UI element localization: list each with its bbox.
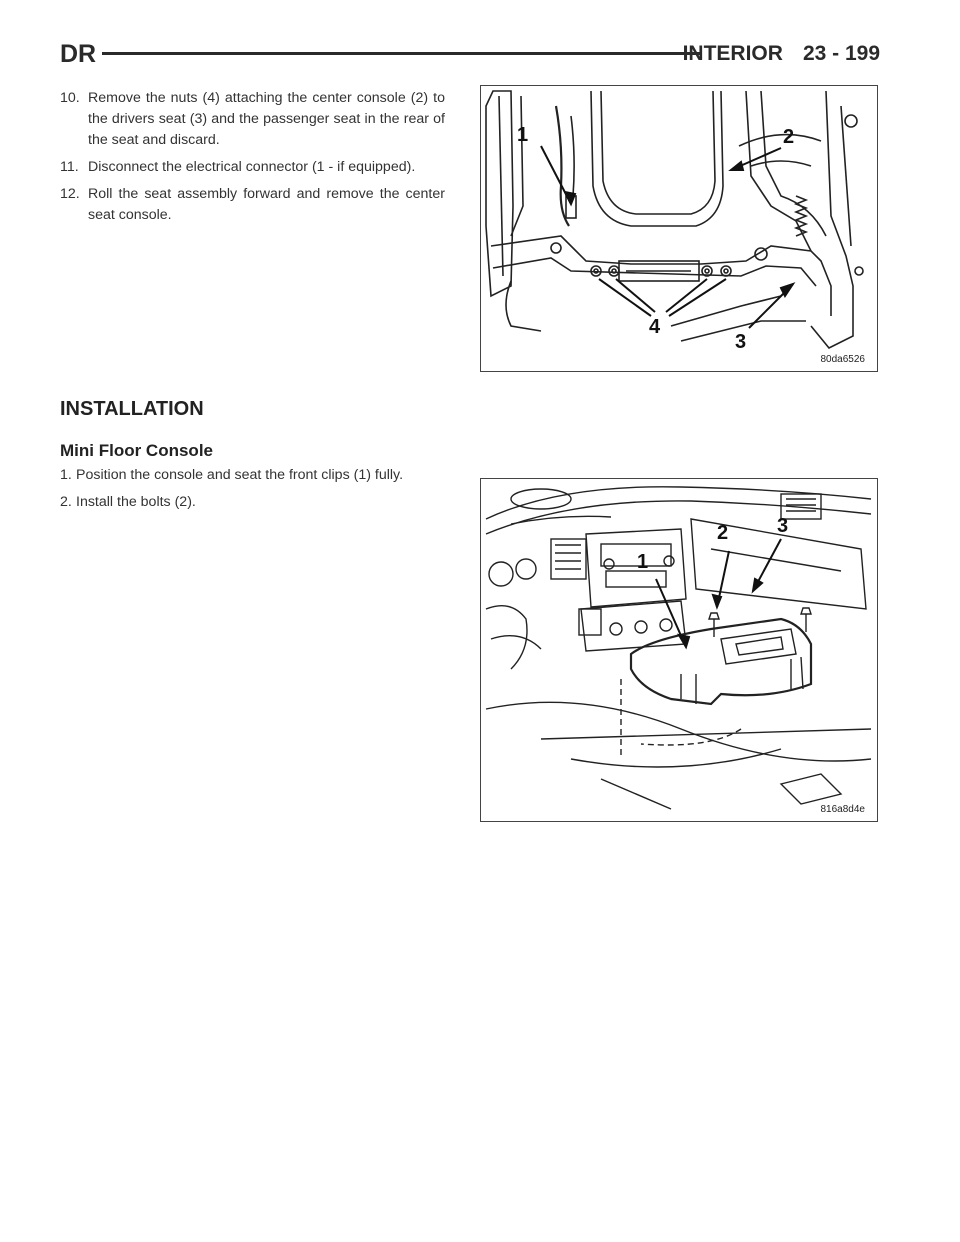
figure-id: 816a8d4e (820, 804, 865, 815)
header-section: INTERIOR (682, 42, 783, 65)
header-page-number: 23 - 199 (802, 42, 880, 65)
installation-steps (60, 465, 445, 519)
callout-1: 1 (517, 124, 529, 146)
callout-3: 3 (735, 331, 747, 353)
figure-mini-floor-console-install (480, 478, 878, 822)
figure-id: 80da6526 (820, 354, 865, 365)
floor-console-illustration (481, 479, 877, 821)
step-item: 12. Roll the seat assembly forward and remove the center seat console. (60, 186, 445, 223)
step-item: 1. Position the console and seat the front clips (1) fully. (60, 467, 404, 483)
step-item: 2. Install the bolts (2). (60, 494, 196, 510)
step-item: 10. Remove the nuts (4) attaching the center console (2) to the drivers seat (3) and the passenger seat in the rear of the seat and discard. (60, 90, 445, 148)
header-model-code: DR (60, 40, 97, 68)
section-heading: INSTALLATION (60, 398, 204, 420)
callout-4: 4 (649, 316, 661, 338)
page-header (60, 40, 880, 70)
removal-steps (60, 88, 445, 232)
callout-2: 2 (783, 126, 795, 148)
callout-3: 3 (777, 515, 789, 537)
callout-2: 2 (717, 522, 729, 544)
header-right (683, 42, 880, 66)
figure-seat-console-removal (480, 85, 878, 372)
seat-console-illustration (481, 86, 877, 371)
header-rule (102, 52, 702, 55)
subsection-heading: Mini Floor Console (60, 441, 213, 460)
step-item: 11. Disconnect the electrical connector (1 - if equipped). (60, 159, 416, 175)
callout-1: 1 (637, 551, 649, 573)
